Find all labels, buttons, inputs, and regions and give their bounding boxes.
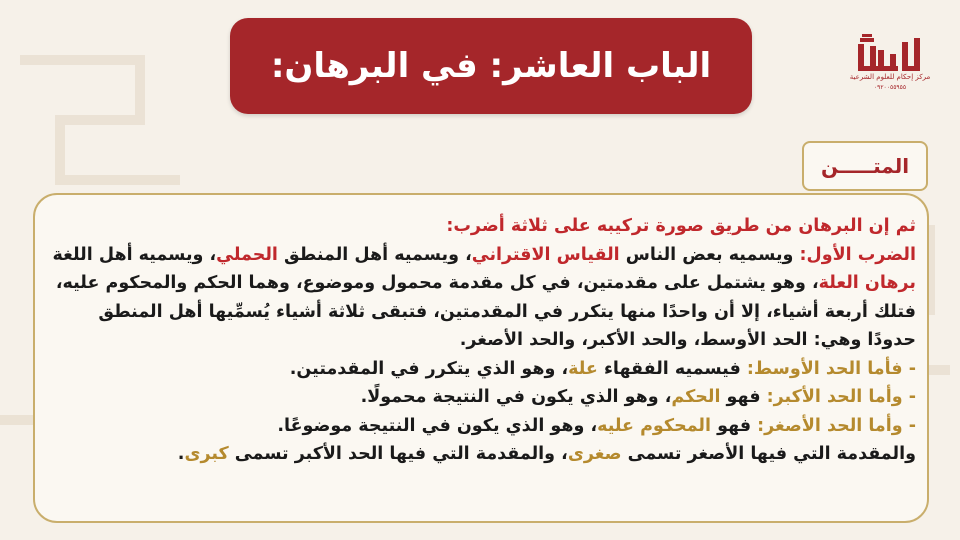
term-hamli: الحملي: [216, 244, 278, 265]
section-label: المتـــــن: [820, 154, 910, 178]
list-heading: - وأما الحد الأصغر:: [757, 415, 916, 436]
first-type-heading: الضرب الأول:: [799, 244, 916, 265]
first-type-paragraph: [48, 241, 916, 355]
text-span: ، وهو الذي يتكرر في المقدمتين.: [289, 358, 569, 379]
section-tab: [802, 141, 928, 191]
text-span: فهو: [711, 415, 758, 436]
text-span: ويسميه بعض الناس: [619, 244, 800, 265]
text-span: فهو: [720, 387, 767, 407]
term: الحكم: [671, 387, 721, 407]
text-span: ، ويسميه أهل اللغة: [52, 244, 217, 265]
text-span: فيسميه الفقهاء: [597, 358, 747, 379]
term-iqtirani: القياس الاقتراني: [471, 244, 620, 265]
list-item-major-term: [48, 383, 916, 412]
list-item-middle-term: [48, 355, 916, 384]
title-banner: [230, 18, 752, 114]
term-burhan-illa: برهان العلة: [818, 273, 916, 293]
logo-number: ٠٩٢٠٠٥٥٩٥٥: [873, 84, 907, 91]
text-span: .: [177, 444, 185, 464]
text-span: والمقدمة التي فيها الأصغر تسمى: [621, 444, 916, 464]
term-kubra: كبرى: [184, 444, 229, 464]
term: المحكوم عليه: [597, 415, 711, 436]
text-span: ، وهو الذي يكون في النتيجة موضوعًا.: [277, 415, 598, 436]
content-text: [48, 212, 916, 469]
intro-line: ثم إن البرهان من طريق صورة تركيبه على ثلاثة أضرب:: [446, 216, 916, 236]
text-span: ، والمقدمة التي فيها الحد الأكبر تسمى: [228, 444, 568, 464]
term: علة: [568, 358, 598, 379]
term-sughra: صغرى: [567, 444, 622, 464]
list-heading: - وأما الحد الأكبر:: [766, 387, 916, 407]
text-span: ، وهو الذي يكون في النتيجة محمولًا.: [360, 387, 672, 407]
last-line: [48, 440, 916, 469]
page-title: الباب العاشر: في البرهان:: [270, 46, 712, 86]
text-span: ، وهو يشتمل على مقدمتين، في كل مقدمة محمول وموضوع، وهما الحكم والمحكوم عليه، فتلك أربعة أشياء، إلا أن واحدًا منها يتكرر في المقدمتين، فتبقى ثلاثة أشياء يُسمِّيها أهل المنطق حدودًا وهي: الحد الأوسط، والحد الأكبر، والحد الأصغر.: [55, 273, 916, 350]
list-item-minor-term: [48, 412, 916, 441]
text-span: ، ويسميه أهل المنطق: [277, 244, 472, 265]
logo-subtitle: مركز إحكام للعلوم الشرعية: [849, 73, 931, 81]
list-heading: - فأما الحد الأوسط:: [746, 358, 916, 379]
